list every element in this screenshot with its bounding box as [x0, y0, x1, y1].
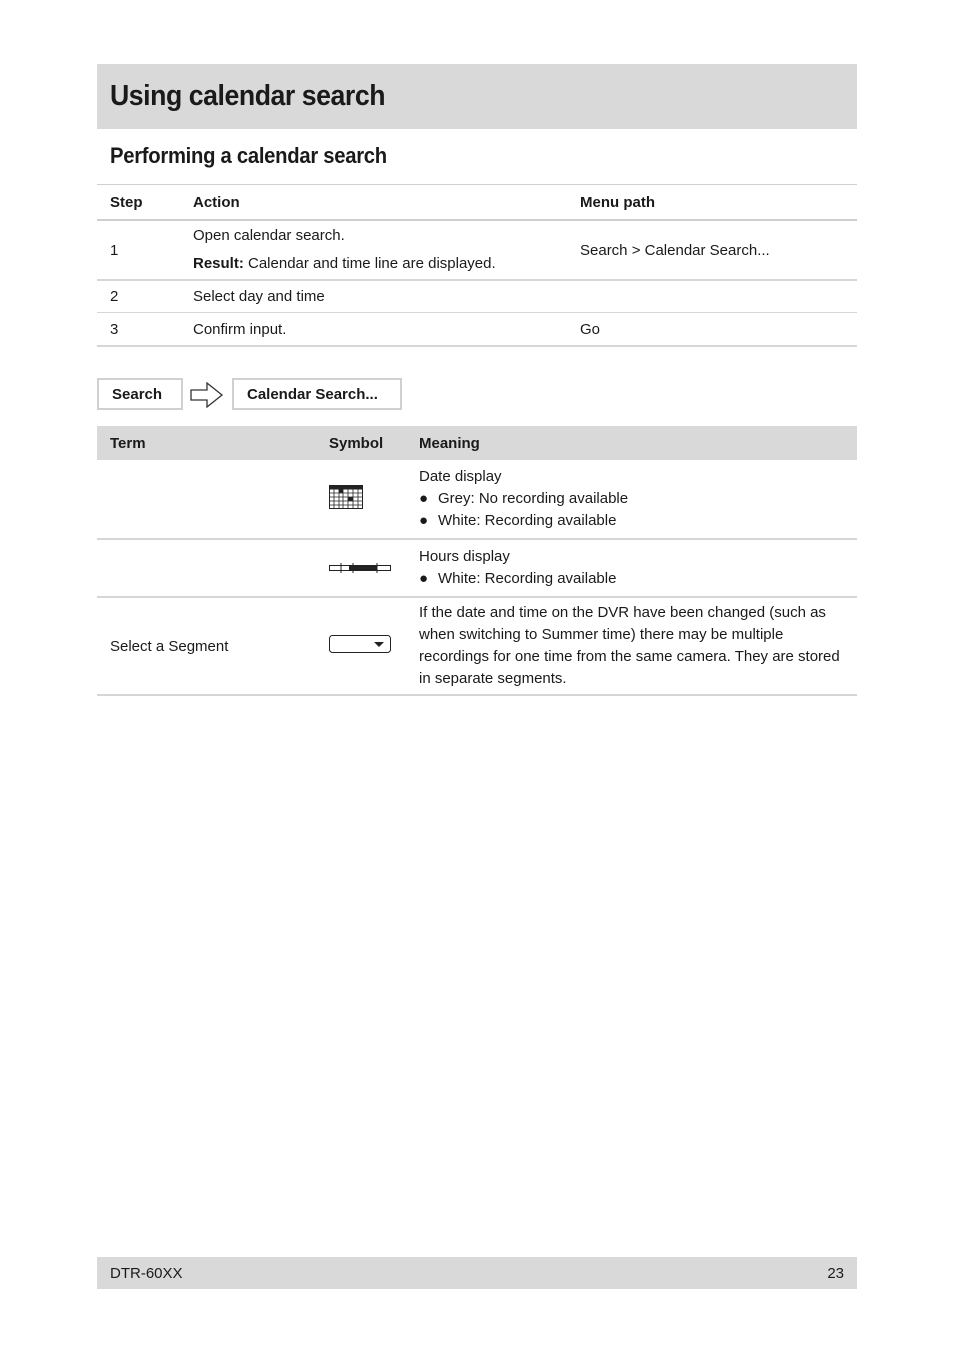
meaning-title: Hours display	[419, 548, 510, 565]
table-row	[97, 280, 857, 313]
page-footer	[97, 1257, 857, 1289]
bullet-icon: ●	[419, 512, 429, 529]
dropdown-select-icon	[329, 635, 391, 653]
footer-model: DTR-60XX	[110, 1264, 183, 1282]
list-item	[419, 568, 857, 590]
menu-search-box: Search	[97, 378, 183, 410]
action-text: Open calendar search.	[193, 227, 345, 244]
page-title-bar	[97, 64, 857, 129]
page-number: 23	[827, 1264, 844, 1282]
step-action: Select day and time	[180, 280, 567, 313]
table-row	[97, 220, 857, 280]
meaning-cell	[406, 460, 857, 539]
result-text: Calendar and time line are displayed.	[243, 255, 496, 272]
menu-path: Search > Calendar Search...	[567, 220, 857, 280]
terms-table	[97, 426, 857, 696]
symbol-cell	[316, 597, 406, 695]
header-symbol: Symbol	[316, 426, 406, 460]
step-action	[180, 220, 567, 280]
bullet-icon: ●	[419, 570, 429, 587]
bullet-text: White: Recording available	[438, 570, 617, 587]
header-action: Action	[180, 185, 567, 221]
term-cell: Select a Segment	[97, 597, 316, 695]
bullet-text: Grey: No recording available	[438, 490, 629, 507]
meaning-cell	[406, 539, 857, 597]
menu-calendar-search-box: Calendar Search...	[232, 378, 402, 410]
table-row	[97, 597, 857, 695]
meaning-title: Date display	[419, 468, 502, 485]
bullet-text: White: Recording available	[438, 512, 617, 529]
symbol-cell	[316, 460, 406, 539]
menu-path	[567, 280, 857, 313]
header-step: Step	[97, 185, 180, 221]
header-term: Term	[97, 426, 316, 460]
meaning-cell	[406, 597, 857, 695]
steps-header-row	[97, 185, 857, 221]
term-cell	[97, 539, 316, 597]
header-meaning: Meaning	[406, 426, 857, 460]
terms-header-row	[97, 426, 857, 460]
step-number: 3	[97, 313, 180, 347]
timeline-bar-icon	[329, 563, 391, 573]
section-title: Performing a calendar search	[110, 143, 387, 168]
list-item	[419, 488, 857, 510]
bullet-icon: ●	[419, 490, 429, 507]
menu-path: Go	[567, 313, 857, 347]
step-number: 2	[97, 280, 180, 313]
steps-table	[97, 184, 857, 347]
symbol-cell	[316, 539, 406, 597]
table-row	[97, 539, 857, 597]
result-line	[193, 250, 567, 278]
hollow-right-arrow-icon	[190, 382, 224, 408]
page-title: Using calendar search	[110, 80, 386, 112]
step-number: 1	[97, 220, 180, 280]
list-item	[419, 510, 857, 532]
step-action: Confirm input.	[180, 313, 567, 347]
term-cell	[97, 460, 316, 539]
meaning-text: If the date and time on the DVR have been changed (such as when switching to Summer time) there may be multiple recordings for one time from the same camera. They are stored in separate segments.	[419, 604, 840, 687]
table-row	[97, 460, 857, 539]
result-label: Result:	[193, 255, 244, 272]
table-row	[97, 313, 857, 347]
calendar-grid-icon	[329, 485, 363, 509]
header-menu-path: Menu path	[567, 185, 857, 221]
